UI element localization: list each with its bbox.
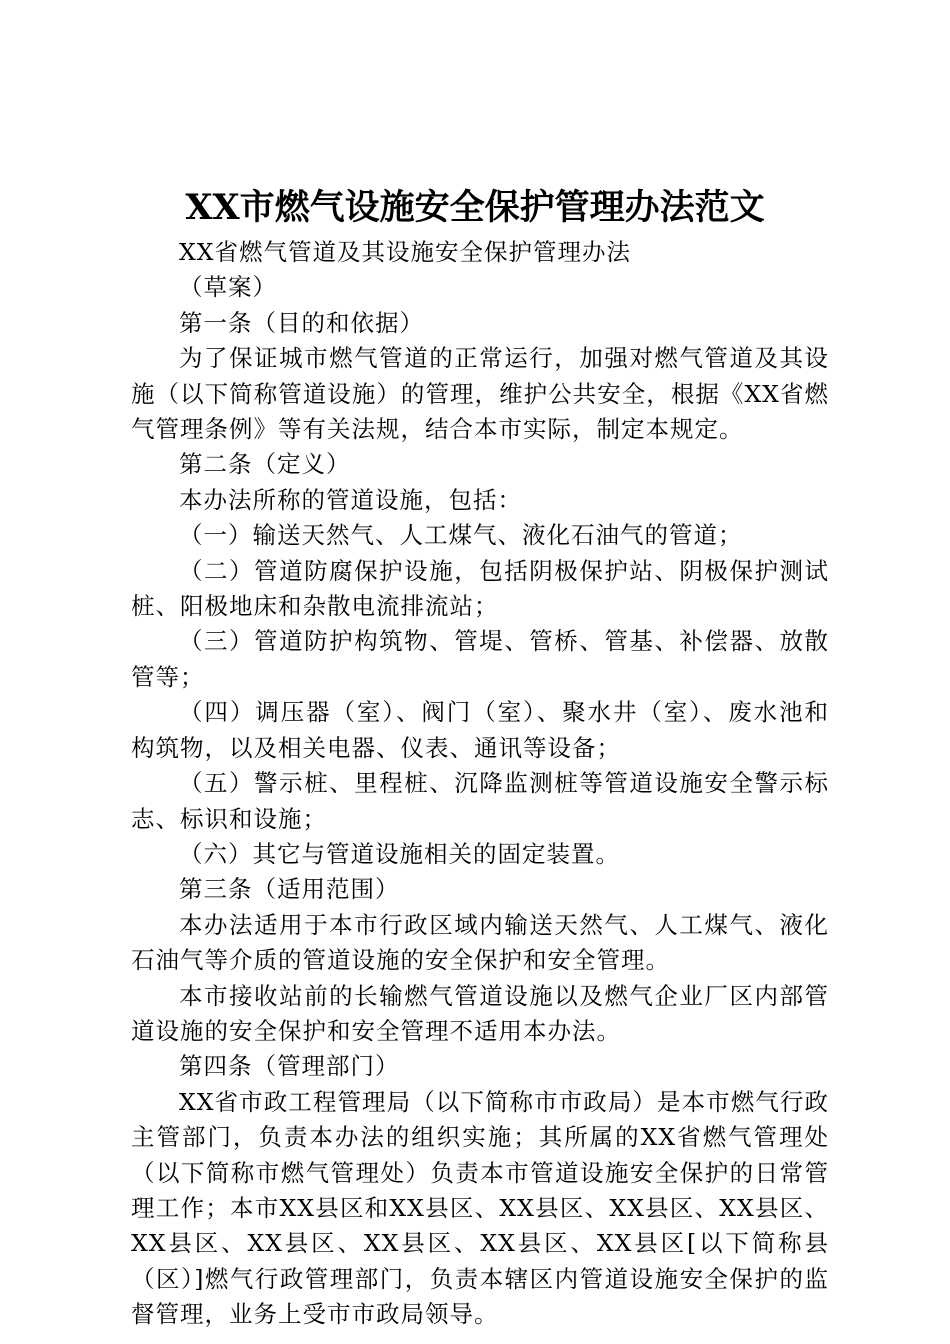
article-2-item-2: （二）管道防腐保护设施，包括阴极保护站、阴极保护测试桩、阳极地床和杂散电流排流站； <box>131 556 829 621</box>
article-2-item-3: （三）管道防护构筑物、管堤、管桥、管基、补偿器、放散管等； <box>131 627 829 691</box>
article-2-item-5: （五）警示桩、里程桩、沉降监测桩等管道设施安全警示标志、标识和设施； <box>131 769 829 833</box>
article-1-heading: 第一条（目的和依据） <box>179 308 424 337</box>
document-title: XX市燃气设施安全保护管理办法范文 <box>185 187 765 228</box>
paragraph-draft-note: （草案） <box>179 273 277 302</box>
article-2-item-4: （四）调压器（室）、阀门（室）、聚水井（室）、废水池和构筑物，以及相关电器、仪表、通讯等设备； <box>131 698 829 762</box>
article-2-heading: 第二条（定义） <box>179 450 351 479</box>
article-3-heading: 第三条（适用范围） <box>179 875 400 904</box>
article-4-text: XX省市政工程管理局（以下简称市市政局）是本市燃气行政主管部门，负责本办法的组织实施；其所属的XX省燃气管理处（以下简称市燃气管理处）负责本市管道设施安全保护的日常管理工作；本市XX县区和XX县区、XX县区、XX县区、XX县区、XX县区、XX县区、XX县区、XX县区、XX县区[以下简称县（区）]燃气行政管理部门，负责本辖区内管道设施安全保护的监督管理，业务上受市市政局领导。 <box>131 1087 829 1329</box>
article-3-text-1: 本办法适用于本市行政区域内输送天然气、人工煤气、液化石油气等介质的管道设施的安全保护和安全管理。 <box>131 910 829 975</box>
document-body <box>131 235 829 1333</box>
article-4-heading: 第四条（管理部门） <box>179 1052 400 1081</box>
article-3-text-2: 本市接收站前的长输燃气管道设施以及燃气企业厂区内部管道设施的安全保护和安全管理不适用本办法。 <box>131 981 829 1045</box>
article-2-item-1: （一）输送天然气、人工煤气、液化石油气的管道； <box>179 521 743 550</box>
article-2-item-6: （六）其它与管道设施相关的固定装置。 <box>179 839 620 868</box>
paragraph-subtitle: XX省燃气管道及其设施安全保护管理办法 <box>179 238 631 266</box>
article-2-intro: 本办法所称的管道设施，包括： <box>179 485 522 514</box>
article-1-text: 为了保证城市燃气管道的正常运行，加强对燃气管道及其设施（以下简称管道设施）的管理，维护公共安全，根据《XX省燃气管理条例》等有关法规，结合本市实际，制定本规定。 <box>131 344 829 444</box>
